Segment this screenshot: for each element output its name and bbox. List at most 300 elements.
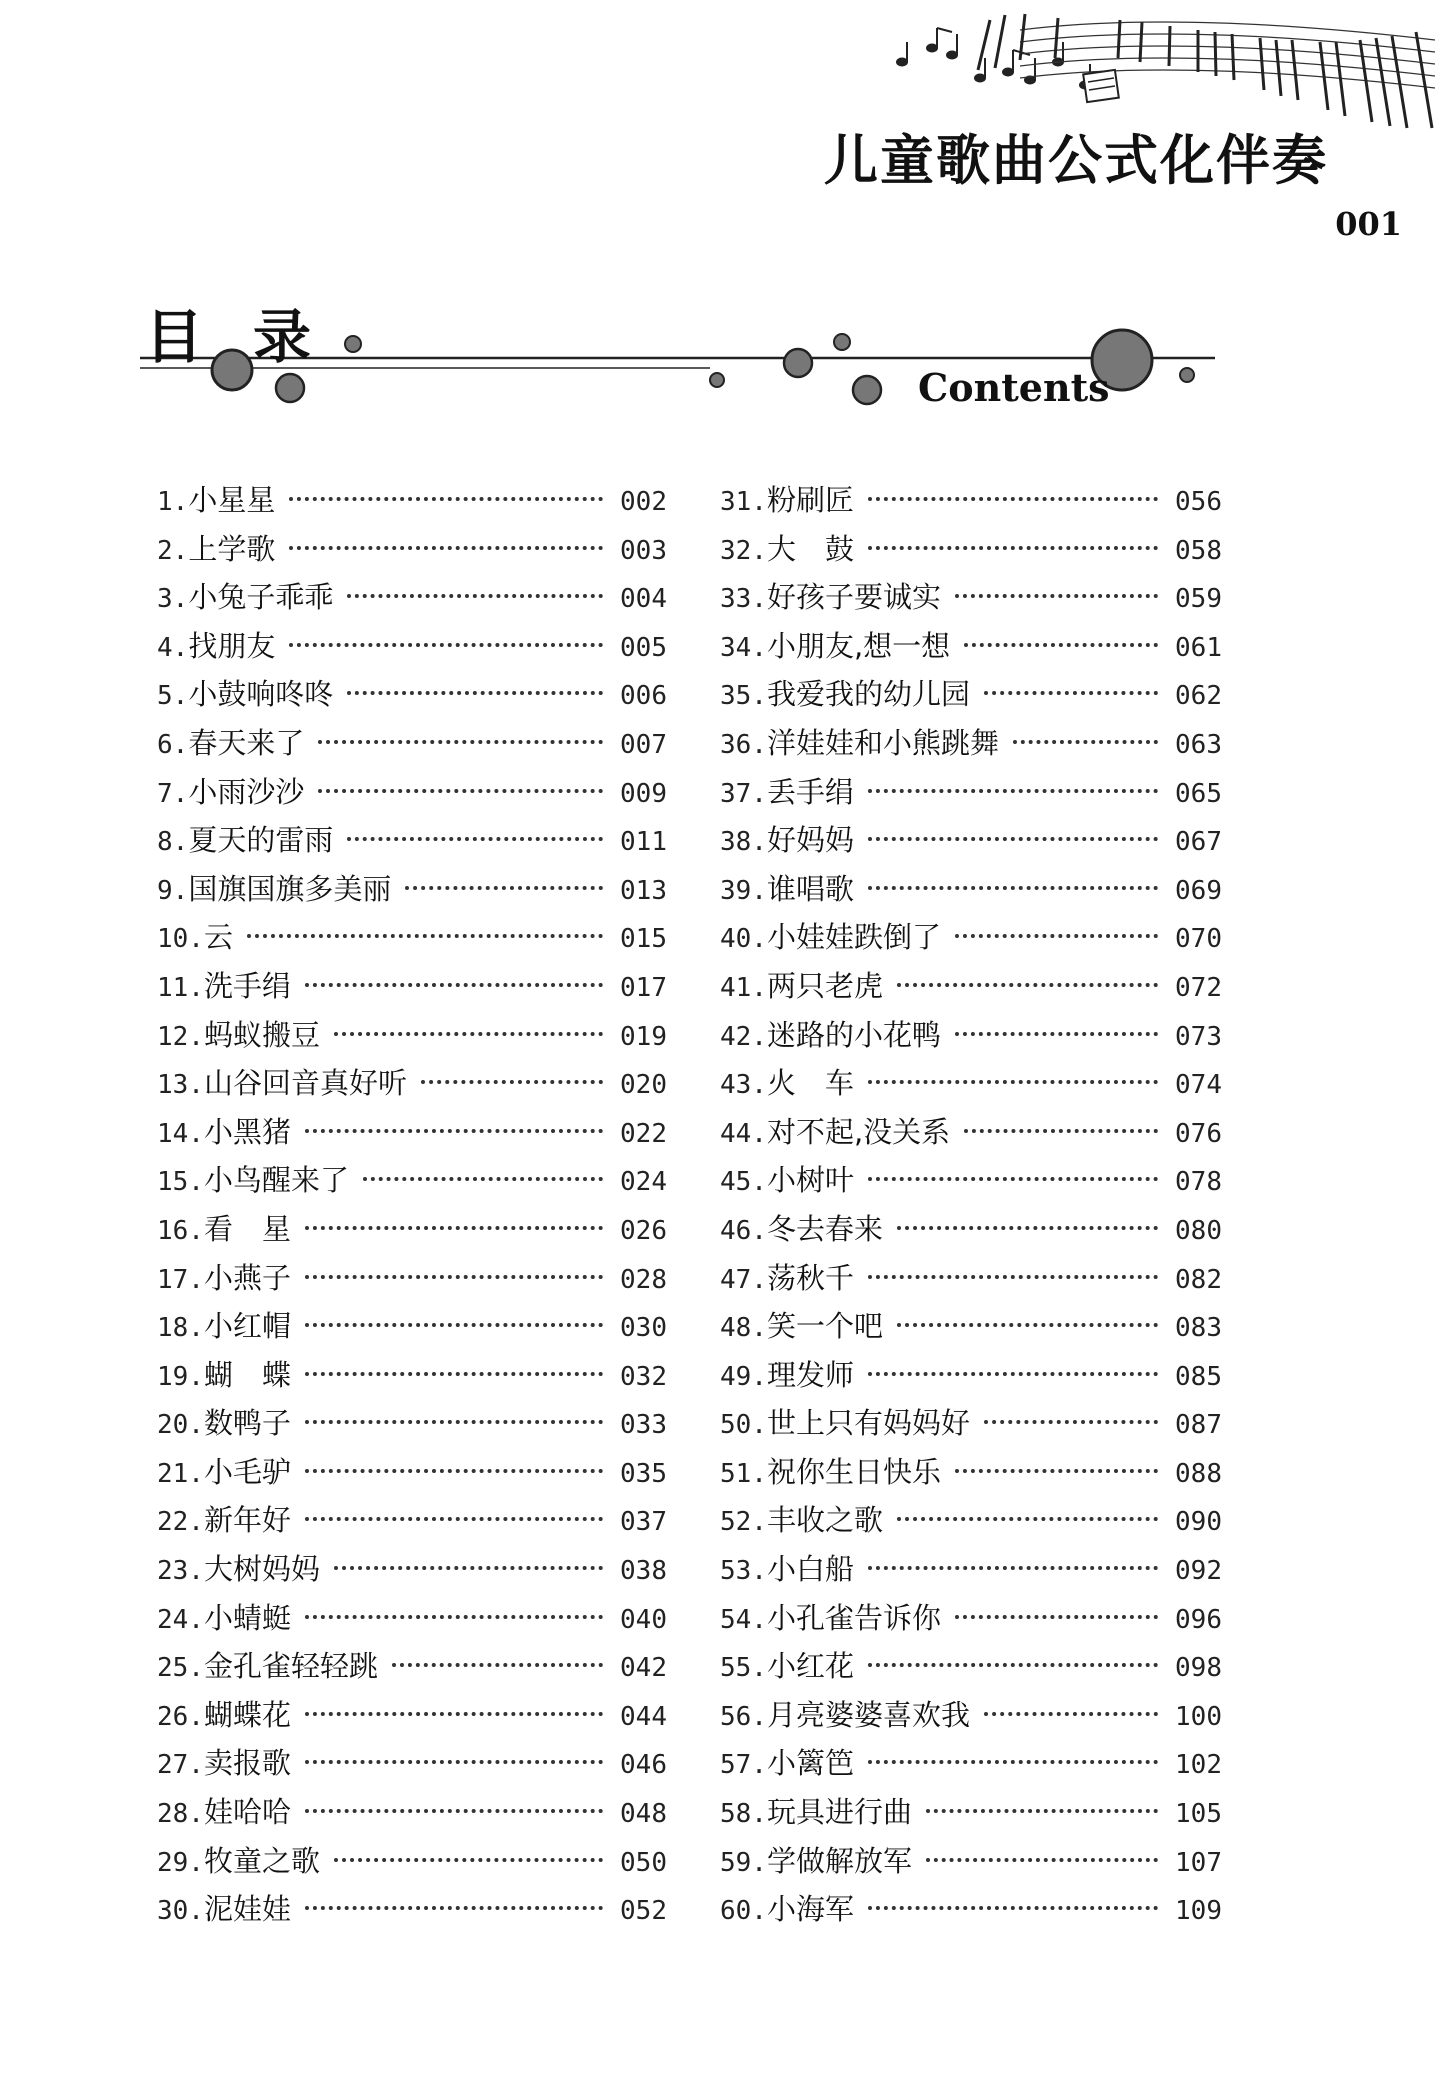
toc-entry-number: 45. bbox=[720, 1167, 767, 1198]
dot-leader bbox=[897, 1517, 1158, 1521]
toc-entry-title: 丢手绢 bbox=[766, 774, 854, 809]
dot-leader bbox=[868, 1372, 1158, 1376]
toc-entry bbox=[157, 1594, 667, 1643]
dot-leader bbox=[347, 691, 603, 695]
toc-entry bbox=[720, 1885, 1222, 1934]
dot-leader bbox=[347, 837, 603, 841]
toc-entry bbox=[157, 865, 667, 914]
toc-entry-page: 063 bbox=[1175, 729, 1222, 760]
toc-entry bbox=[157, 622, 667, 671]
toc-entry bbox=[720, 962, 1222, 1011]
dot-leader bbox=[305, 983, 603, 987]
toc-entry-page: 052 bbox=[620, 1896, 667, 1927]
dot-leader bbox=[926, 1809, 1158, 1813]
toc-entry-page: 067 bbox=[1175, 827, 1222, 858]
dot-leader bbox=[868, 546, 1158, 550]
toc-entry-number: 27. bbox=[157, 1750, 204, 1781]
toc-entry bbox=[720, 670, 1222, 719]
toc-entry-number: 57. bbox=[720, 1750, 767, 1781]
toc-entry-page: 100 bbox=[1175, 1701, 1222, 1732]
toc-entry-title: 世上只有妈妈好 bbox=[766, 1406, 970, 1441]
toc-entry-number: 22. bbox=[157, 1507, 204, 1538]
toc-entry-title: 好孩子要诚实 bbox=[766, 580, 941, 615]
toc-entry-title: 牧童之歌 bbox=[203, 1843, 320, 1878]
toc-entry bbox=[157, 1205, 667, 1254]
dot-leader bbox=[1013, 740, 1158, 744]
toc-entry-number: 42. bbox=[720, 1021, 767, 1052]
toc-entry-number: 46. bbox=[720, 1215, 767, 1246]
toc-entry-number: 41. bbox=[720, 972, 767, 1003]
toc-entry bbox=[720, 1302, 1222, 1351]
toc-entry bbox=[720, 1254, 1222, 1303]
toc-entry-number: 33. bbox=[720, 584, 767, 615]
toc-entry-number: 49. bbox=[720, 1361, 767, 1392]
toc-entry-page: 013 bbox=[620, 875, 667, 906]
toc-entry-title: 火 车 bbox=[766, 1066, 854, 1101]
toc-entry-title: 小星星 bbox=[188, 483, 276, 517]
dot-leader bbox=[964, 1129, 1158, 1133]
dot-leader bbox=[305, 1275, 603, 1279]
toc-entry-page: 032 bbox=[620, 1361, 667, 1392]
toc-entry-page: 003 bbox=[620, 535, 667, 566]
dot-leader bbox=[305, 1760, 603, 1764]
dot-leader bbox=[868, 497, 1158, 501]
toc-entry-title: 小红花 bbox=[766, 1649, 854, 1684]
toc-entry-page: 015 bbox=[620, 924, 667, 955]
toc-entry-number: 38. bbox=[720, 827, 767, 858]
toc-entry-page: 033 bbox=[620, 1410, 667, 1441]
toc-entry-page: 022 bbox=[620, 1118, 667, 1149]
dot-leader bbox=[897, 1323, 1158, 1327]
toc-entry bbox=[720, 1399, 1222, 1448]
dot-leader bbox=[868, 886, 1158, 890]
toc-entry-title: 小鸟醒来了 bbox=[203, 1163, 349, 1198]
toc-entry-title: 洗手绢 bbox=[203, 968, 291, 1003]
toc-entry-title: 小树叶 bbox=[766, 1163, 854, 1198]
toc-entry bbox=[157, 1059, 667, 1108]
toc-entry-page: 007 bbox=[620, 729, 667, 760]
toc-entry bbox=[720, 1594, 1222, 1643]
toc-entry-title: 理发师 bbox=[766, 1357, 854, 1392]
toc-entry-number: 59. bbox=[720, 1847, 767, 1878]
toc-entry-number: 58. bbox=[720, 1799, 767, 1830]
toc-entry-page: 078 bbox=[1175, 1167, 1222, 1198]
dot-6 bbox=[834, 334, 850, 350]
toc-entry-page: 082 bbox=[1175, 1264, 1222, 1295]
dot-leader bbox=[955, 1032, 1158, 1036]
toc-entry bbox=[720, 913, 1222, 962]
toc-entry-number: 52. bbox=[720, 1507, 767, 1538]
toc-entry-number: 20. bbox=[157, 1410, 204, 1441]
dot-leader bbox=[984, 691, 1158, 695]
toc-entry-page: 011 bbox=[620, 827, 667, 858]
toc-entry-page: 042 bbox=[620, 1653, 667, 1684]
dot-leader bbox=[289, 643, 603, 647]
toc-entry bbox=[157, 962, 667, 1011]
toc-entry-number: 40. bbox=[720, 924, 767, 955]
toc-entry bbox=[720, 573, 1222, 622]
toc-entry bbox=[720, 476, 1222, 525]
dot-9 bbox=[1180, 368, 1194, 382]
dot-leader bbox=[868, 1177, 1158, 1181]
toc-entry-number: 56. bbox=[720, 1701, 767, 1732]
toc-entry-page: 073 bbox=[1175, 1021, 1222, 1052]
toc-entry-number: 29. bbox=[157, 1847, 204, 1878]
toc-entry-title: 小黑猪 bbox=[203, 1114, 291, 1149]
toc-entry-page: 109 bbox=[1175, 1896, 1222, 1927]
toc-entry bbox=[720, 1496, 1222, 1545]
dot-leader bbox=[868, 837, 1158, 841]
toc-entry-page: 061 bbox=[1175, 632, 1222, 663]
toc-entry-title: 小蜻蜓 bbox=[203, 1600, 291, 1635]
toc-entry-page: 050 bbox=[620, 1847, 667, 1878]
dot-leader bbox=[897, 983, 1158, 987]
toc-entry-title: 卖报歌 bbox=[203, 1746, 291, 1781]
dot-leader bbox=[868, 1663, 1158, 1667]
toc-entry-title: 云 bbox=[203, 920, 233, 955]
toc-entry-page: 009 bbox=[620, 778, 667, 809]
dot-leader bbox=[955, 1615, 1158, 1619]
dot-leader bbox=[868, 1275, 1158, 1279]
toc-entry-number: 9. bbox=[157, 875, 189, 906]
toc-entry-title: 笑一个吧 bbox=[766, 1309, 883, 1344]
toc-entry-number: 3. bbox=[157, 584, 189, 615]
dot-leader bbox=[868, 1080, 1158, 1084]
dot-leader bbox=[305, 1809, 603, 1813]
toc-entry bbox=[720, 1108, 1222, 1157]
toc-entry-title: 蝴 蝶 bbox=[203, 1357, 291, 1392]
dot-leader bbox=[897, 1226, 1158, 1230]
toc-entry bbox=[720, 1691, 1222, 1740]
toc-entry-number: 47. bbox=[720, 1264, 767, 1295]
toc-entry bbox=[157, 1837, 667, 1886]
toc-entry-number: 34. bbox=[720, 632, 767, 663]
toc-entry bbox=[157, 1399, 667, 1448]
toc-entry bbox=[720, 1351, 1222, 1400]
dot-leader bbox=[955, 1469, 1158, 1473]
dot-leader bbox=[363, 1177, 603, 1181]
dot-leader bbox=[318, 789, 603, 793]
toc-column-right bbox=[720, 476, 1222, 1934]
toc-entry-number: 4. bbox=[157, 632, 189, 663]
toc-entry bbox=[720, 768, 1222, 817]
toc-entry-title: 找朋友 bbox=[188, 628, 276, 663]
toc-entry-title: 夏天的雷雨 bbox=[188, 823, 334, 858]
toc-entry-title: 祝你生日快乐 bbox=[766, 1454, 941, 1489]
toc-entry bbox=[157, 670, 667, 719]
toc-entry-page: 076 bbox=[1175, 1118, 1222, 1149]
toc-entry-number: 44. bbox=[720, 1118, 767, 1149]
toc-entry-number: 28. bbox=[157, 1799, 204, 1830]
toc-entry-number: 24. bbox=[157, 1604, 204, 1635]
toc-entry bbox=[157, 1302, 667, 1351]
toc-entry-title: 小白船 bbox=[766, 1552, 854, 1587]
toc-entry-number: 36. bbox=[720, 729, 767, 760]
toc-entry bbox=[157, 476, 667, 525]
toc-entry-page: 024 bbox=[620, 1167, 667, 1198]
toc-entry bbox=[720, 1059, 1222, 1108]
toc-entry-title: 谁唱歌 bbox=[766, 871, 854, 906]
toc-entry-number: 55. bbox=[720, 1653, 767, 1684]
toc-entry-number: 2. bbox=[157, 535, 189, 566]
toc-entry bbox=[157, 1691, 667, 1740]
dot-leader bbox=[984, 1712, 1158, 1716]
dot-leader bbox=[955, 934, 1158, 938]
dot-5 bbox=[784, 349, 812, 377]
toc-entry-title: 粉刷匠 bbox=[766, 483, 854, 517]
toc-entry-number: 7. bbox=[157, 778, 189, 809]
toc-entry-title: 小朋友,想一想 bbox=[766, 628, 951, 663]
toc-entry-title: 蚂蚁搬豆 bbox=[203, 1017, 320, 1052]
dot-leader bbox=[347, 594, 603, 598]
toc-entry-page: 092 bbox=[1175, 1556, 1222, 1587]
contents-subheading: Contents bbox=[918, 365, 1110, 410]
dot-leader bbox=[305, 1712, 603, 1716]
toc-entry-number: 39. bbox=[720, 875, 767, 906]
toc-entry-title: 我爱我的幼儿园 bbox=[766, 677, 970, 712]
toc-entry-title: 学做解放军 bbox=[766, 1843, 912, 1878]
toc-entry-number: 14. bbox=[157, 1118, 204, 1149]
toc-entry bbox=[157, 1254, 667, 1303]
toc-entry-title: 丰收之歌 bbox=[766, 1503, 883, 1538]
toc-entry-page: 005 bbox=[620, 632, 667, 663]
toc-entry-title: 好妈妈 bbox=[766, 823, 854, 858]
toc-entry-page: 102 bbox=[1175, 1750, 1222, 1781]
dot-leader bbox=[289, 546, 603, 550]
toc-entry-number: 26. bbox=[157, 1701, 204, 1732]
toc-entry-page: 062 bbox=[1175, 681, 1222, 712]
toc-entry-page: 058 bbox=[1175, 535, 1222, 566]
dot-leader bbox=[305, 1323, 603, 1327]
toc-entry-page: 090 bbox=[1175, 1507, 1222, 1538]
toc-entry-title: 对不起,没关系 bbox=[766, 1114, 951, 1149]
toc-entry-number: 13. bbox=[157, 1070, 204, 1101]
toc-entry bbox=[157, 525, 667, 574]
toc-entry-number: 21. bbox=[157, 1458, 204, 1489]
toc-entry-number: 48. bbox=[720, 1313, 767, 1344]
toc-entry-title: 娃哈哈 bbox=[203, 1795, 291, 1830]
toc-entry-number: 54. bbox=[720, 1604, 767, 1635]
toc-entry-title: 小海军 bbox=[766, 1892, 854, 1927]
toc-entry-page: 030 bbox=[620, 1313, 667, 1344]
dot-leader bbox=[421, 1080, 603, 1084]
book-title: 儿童歌曲公式化伴奏 bbox=[824, 128, 1328, 192]
toc-entry-title: 两只老虎 bbox=[766, 968, 883, 1003]
toc-entry bbox=[720, 1448, 1222, 1497]
dot-leader bbox=[868, 1760, 1158, 1764]
toc-entry-page: 056 bbox=[1175, 487, 1222, 517]
toc-entry-title: 国旗国旗多美丽 bbox=[188, 871, 392, 906]
toc-entry bbox=[720, 1011, 1222, 1060]
toc-entry-page: 035 bbox=[620, 1458, 667, 1489]
toc-entry-number: 8. bbox=[157, 827, 189, 858]
toc-entry-page: 085 bbox=[1175, 1361, 1222, 1392]
dot-7 bbox=[853, 376, 881, 404]
toc-entry-title: 小燕子 bbox=[203, 1260, 291, 1295]
toc-entry-title: 小娃娃跌倒了 bbox=[766, 920, 941, 955]
dot-leader bbox=[305, 1420, 603, 1424]
toc-entry bbox=[720, 719, 1222, 768]
toc-entry-number: 19. bbox=[157, 1361, 204, 1392]
toc-entry bbox=[157, 1108, 667, 1157]
toc-entry bbox=[720, 865, 1222, 914]
toc-entry-title: 月亮婆婆喜欢我 bbox=[766, 1697, 970, 1732]
toc-entry-page: 065 bbox=[1175, 778, 1222, 809]
toc-entry-page: 059 bbox=[1175, 584, 1222, 615]
dot-leader bbox=[868, 789, 1158, 793]
toc-entry-title: 小鼓响咚咚 bbox=[188, 677, 334, 712]
toc-column-left bbox=[157, 476, 667, 1934]
dot-leader bbox=[305, 1372, 603, 1376]
toc-entry bbox=[720, 1788, 1222, 1837]
toc-entry-page: 098 bbox=[1175, 1653, 1222, 1684]
toc-entry-number: 17. bbox=[157, 1264, 204, 1295]
dot-4 bbox=[710, 373, 724, 387]
dot-2 bbox=[276, 374, 304, 402]
toc-entry-page: 006 bbox=[620, 681, 667, 712]
toc-entry-title: 玩具进行曲 bbox=[766, 1795, 912, 1830]
toc-entry-title: 小篱笆 bbox=[766, 1746, 854, 1781]
toc-entry bbox=[720, 1156, 1222, 1205]
toc-entry-title: 山谷回音真好听 bbox=[203, 1066, 407, 1101]
toc-entry-title: 蝴蝶花 bbox=[203, 1697, 291, 1732]
toc-entry bbox=[157, 719, 667, 768]
dot-leader bbox=[392, 1663, 603, 1667]
dot-leader bbox=[247, 934, 603, 938]
toc-entry bbox=[720, 1545, 1222, 1594]
toc-entry-number: 25. bbox=[157, 1653, 204, 1684]
toc-entry bbox=[157, 1448, 667, 1497]
toc-entry bbox=[157, 1739, 667, 1788]
toc-entry-page: 028 bbox=[620, 1264, 667, 1295]
dot-leader bbox=[955, 594, 1158, 598]
music-notes-icon bbox=[897, 28, 1090, 89]
toc-entry bbox=[720, 1837, 1222, 1886]
toc-entry-number: 32. bbox=[720, 535, 767, 566]
dot-leader bbox=[305, 1906, 603, 1910]
page-number: 001 bbox=[1335, 205, 1402, 243]
toc-entry-number: 5. bbox=[157, 681, 189, 712]
dot-leader bbox=[305, 1226, 603, 1230]
dot-leader bbox=[334, 1566, 603, 1570]
dot-leader bbox=[868, 1906, 1158, 1910]
toc-entry-number: 16. bbox=[157, 1215, 204, 1246]
toc-entry-number: 6. bbox=[157, 729, 189, 760]
toc-entry bbox=[157, 1496, 667, 1545]
toc-entry-number: 50. bbox=[720, 1410, 767, 1441]
toc-entry-page: 080 bbox=[1175, 1215, 1222, 1246]
toc-entry bbox=[720, 1739, 1222, 1788]
toc-entry-page: 037 bbox=[620, 1507, 667, 1538]
toc-entry-page: 046 bbox=[620, 1750, 667, 1781]
toc-entry-number: 23. bbox=[157, 1556, 204, 1587]
toc-entry-page: 019 bbox=[620, 1021, 667, 1052]
toc-entry-title: 小孔雀告诉你 bbox=[766, 1600, 941, 1635]
toc-entry-number: 60. bbox=[720, 1896, 767, 1927]
toc-entry-number: 31. bbox=[720, 487, 767, 517]
staff-lines bbox=[1020, 22, 1435, 88]
toc-entry-title: 小毛驴 bbox=[203, 1454, 291, 1489]
toc-entry bbox=[157, 913, 667, 962]
dot-leader bbox=[964, 643, 1158, 647]
toc-entry-page: 070 bbox=[1175, 924, 1222, 955]
toc-entry bbox=[157, 1885, 667, 1934]
dot-leader bbox=[318, 740, 603, 744]
toc-entry-page: 074 bbox=[1175, 1070, 1222, 1101]
toc-entry-title: 冬去春来 bbox=[766, 1211, 883, 1246]
toc-entry bbox=[720, 816, 1222, 865]
dot-leader bbox=[984, 1420, 1158, 1424]
dot-leader bbox=[334, 1032, 603, 1036]
toc-entry-page: 017 bbox=[620, 972, 667, 1003]
toc-entry bbox=[720, 622, 1222, 671]
toc-entry bbox=[157, 1011, 667, 1060]
toc-entry-title: 新年好 bbox=[203, 1503, 291, 1538]
dot-leader bbox=[305, 1615, 603, 1619]
toc-entry-page: 069 bbox=[1175, 875, 1222, 906]
toc-entry-number: 15. bbox=[157, 1167, 204, 1198]
toc-entry bbox=[157, 1545, 667, 1594]
contents-heading: 目录 bbox=[145, 303, 362, 371]
dot-leader bbox=[926, 1858, 1158, 1862]
toc-entry-title: 小雨沙沙 bbox=[188, 774, 305, 809]
toc-entry-page: 088 bbox=[1175, 1458, 1222, 1489]
toc-entry-number: 37. bbox=[720, 778, 767, 809]
dot-leader bbox=[289, 497, 603, 501]
toc-entry-page: 038 bbox=[620, 1556, 667, 1587]
dot-leader bbox=[334, 1858, 603, 1862]
toc-entry-title: 金孔雀轻轻跳 bbox=[203, 1649, 378, 1684]
toc-entry-number: 12. bbox=[157, 1021, 204, 1052]
toc-entry-page: 020 bbox=[620, 1070, 667, 1101]
toc-entry-title: 大 鼓 bbox=[766, 531, 854, 566]
toc-entry bbox=[157, 1156, 667, 1205]
toc-entry bbox=[157, 1788, 667, 1837]
toc-entry-page: 004 bbox=[620, 584, 667, 615]
toc-entry-title: 春天来了 bbox=[188, 725, 305, 760]
toc-entry-number: 43. bbox=[720, 1070, 767, 1101]
toc-entry-page: 002 bbox=[620, 487, 667, 517]
toc-entry-page: 096 bbox=[1175, 1604, 1222, 1635]
toc-entry-title: 大树妈妈 bbox=[203, 1552, 320, 1587]
toc-entry-title: 泥娃娃 bbox=[203, 1892, 291, 1927]
toc-entry-number: 53. bbox=[720, 1556, 767, 1587]
toc-entry-title: 荡秋千 bbox=[766, 1260, 854, 1295]
toc-entry-number: 1. bbox=[157, 487, 189, 517]
toc-entry bbox=[720, 1642, 1222, 1691]
toc-entry-number: 30. bbox=[157, 1896, 204, 1927]
toc-entry-title: 看 星 bbox=[203, 1211, 291, 1246]
toc-entry bbox=[157, 573, 667, 622]
toc-entry-number: 35. bbox=[720, 681, 767, 712]
toc-entry-page: 105 bbox=[1175, 1799, 1222, 1830]
toc-entry-title: 迷路的小花鸭 bbox=[766, 1017, 941, 1052]
dot-leader bbox=[868, 1566, 1158, 1570]
toc-entry bbox=[157, 1351, 667, 1400]
toc-entry bbox=[720, 1205, 1222, 1254]
toc-entry-title: 小兔子乖乖 bbox=[188, 580, 334, 615]
toc-entry-page: 048 bbox=[620, 1799, 667, 1830]
toc-entry-number: 11. bbox=[157, 972, 204, 1003]
toc-entry-page: 044 bbox=[620, 1701, 667, 1732]
toc-entry-page: 087 bbox=[1175, 1410, 1222, 1441]
toc-entry bbox=[720, 525, 1222, 574]
toc-entry-title: 上学歌 bbox=[188, 531, 276, 566]
dot-leader bbox=[305, 1517, 603, 1521]
toc-entry-number: 18. bbox=[157, 1313, 204, 1344]
toc-entry bbox=[157, 816, 667, 865]
toc-entry bbox=[157, 768, 667, 817]
